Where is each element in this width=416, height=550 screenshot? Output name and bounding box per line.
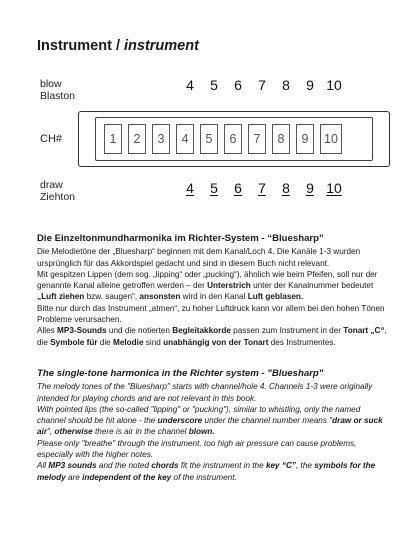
draw-label-de: Ziehton	[40, 191, 76, 203]
hole: 1	[104, 124, 122, 154]
blow-number: 6	[234, 77, 242, 93]
english-paragraph: Please only "breathe" through the instrument, too high air pressure can cause problems, especially with the higher notes.	[37, 438, 357, 460]
draw-number: 10	[326, 180, 342, 196]
hole: 8	[272, 124, 290, 154]
blow-number: 7	[258, 77, 266, 93]
draw-number: 8	[282, 180, 290, 196]
german-paragraph: Mit gespitzen Lippen (dem sog. „lipping“ oder „pucking“), ähnlich wie beim Pfeifen, soll nur der genannte Kanal alleine getroffen werden – der Unterstrich unter der Kanalnummer bedeutet „Luft ziehen bzw. saugen“, ansonsten wird in den Kanal Luft geblasen.	[37, 269, 378, 302]
draw-number: 6	[234, 180, 242, 196]
english-paragraph: With pointed lips (the so-called "lipping" or "pucking"), similar to whistling, only the named channel should be hit alone - the underscore under the channel number means "draw or suck air", otherwise there is air in the channel blown.	[37, 404, 383, 437]
english-section	[37, 368, 387, 483]
hole: 4	[176, 124, 194, 154]
blow-label	[40, 78, 75, 102]
title-italic: instrument	[124, 38, 199, 54]
blow-number: 4	[186, 77, 194, 93]
hole: 7	[248, 124, 266, 154]
title-main: Instrument /	[37, 38, 125, 54]
german-heading: Die Einzeltonmundharmonika im Richter-System - “Bluesharp”	[37, 233, 324, 244]
hole: 3	[152, 124, 170, 154]
channel-label: CH#	[40, 133, 63, 145]
blow-number: 9	[306, 77, 314, 93]
german-paragraph: Bitte nur durch das Instrument „atmen“, zu hoher Luftdruck kann vor allem bei den hohen Tönen Probleme verursachen.	[37, 303, 385, 325]
english-heading: The single-tone harmonica in the Richter system - "Bluesharp"	[37, 368, 324, 379]
hole: 9	[296, 124, 314, 154]
draw-number: 5	[210, 180, 218, 196]
hole: 5	[200, 124, 218, 154]
blow-number: 5	[210, 77, 218, 93]
german-paragraph: Alles MP3-Sounds und die notierten Begleitakkorde passen zum Instrument in der Tonart „C“, die Symbole für die Melodie sind unabhängig von der Tonart des Instrumentes.	[37, 326, 387, 347]
hole: 2	[128, 124, 146, 154]
draw-number: 9	[306, 180, 314, 196]
blow-label-de: Blaston	[40, 90, 76, 102]
blow-number: 8	[282, 77, 290, 93]
blow-number: 10	[326, 77, 342, 93]
german-paragraph: Die Melodietöne der „Bluesharp“ beginnen mit dem Kanal/Loch 4. Die Kanäle 1-3 wurden ursprünglich für das Akkordspiel gedacht und sind in diesem Buch nicht relevant.	[37, 247, 361, 268]
draw-label	[40, 179, 75, 203]
blow-label-en: blow	[40, 78, 62, 90]
draw-number: 4	[186, 180, 194, 196]
german-section	[37, 233, 387, 348]
english-paragraph: All MP3 sounds and the noted chords fit the instrument in the key “C”, the symbols for the melody are independent of the key of the instrument.	[37, 461, 376, 482]
hole: 6	[224, 124, 242, 154]
english-paragraph: The melody tones of the "Bluesharp" starts with channel/hole 4. Channels 1-3 were originally intended for playing chords and are not relevant in this book.	[37, 382, 373, 403]
draw-label-en: draw	[40, 179, 63, 191]
page-title	[37, 38, 199, 54]
hole: 10	[320, 124, 342, 154]
draw-number: 7	[258, 180, 266, 196]
